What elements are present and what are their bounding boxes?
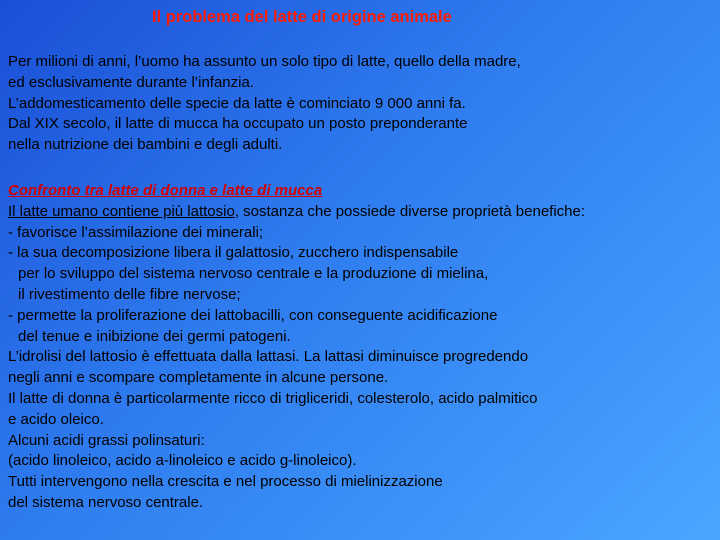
body-line-9: Il latte di donna è particolarmente ricco di trigliceridi, colesterolo, acido palmitico — [8, 389, 538, 407]
body-line-6: del tenue e inibizione dei germi patogeni. — [18, 327, 291, 345]
body-line-12: (acido linoleico, acido a-linoleico e acido g-linoleico). — [8, 452, 357, 470]
body-line-13: Tutti intervengono nella crescita e nel processo di mielinizzazione — [8, 473, 443, 491]
intro-paragraph — [8, 52, 521, 156]
body-line-4: il rivestimento delle fibre nervose; — [18, 285, 241, 303]
comparison-section — [8, 181, 585, 514]
intro-line-5: nella nutrizione dei bambini e degli adulti. — [8, 136, 283, 154]
intro-line-2: ed esclusivamente durante l’infanzia. — [8, 73, 254, 91]
section-subheading: Confronto tra latte di donna e latte di mucca — [8, 182, 323, 199]
intro-line-1: Per milioni di anni, l’uomo ha assunto un solo tipo di latte, quello della madre, — [8, 53, 521, 70]
body-line-5: - permette la proliferazione dei lattobacilli, con conseguente acidificazione — [8, 306, 498, 324]
body-line-10: e acido oleico. — [8, 410, 104, 428]
lactose-line-rest: , sostanza che possiede diverse proprietà benefiche: — [234, 202, 586, 220]
body-line-14: del sistema nervoso centrale. — [8, 493, 204, 511]
slide-title: Il problema del latte di origine animale — [152, 8, 452, 26]
intro-line-4: Dal XIX secolo, il latte di mucca ha occupato un posto preponderante — [8, 115, 468, 133]
lactose-line — [8, 202, 585, 223]
body-line-2: - la sua decomposizione libera il galattosio, zucchero indispensabile — [8, 244, 459, 262]
body-line-3: per lo sviluppo del sistema nervoso centrale e la produzione di mielina, — [18, 265, 489, 283]
body-line-1: - favorisce l’assimilazione dei minerali; — [8, 223, 264, 241]
intro-line-3: L’addomesticamento delle specie da latte è cominciato 9 000 anni fa. — [8, 94, 466, 112]
body-line-11: Alcuni acidi grassi polinsaturi: — [8, 431, 205, 449]
lactose-line-underlined: Il latte umano contiene più lattosio — [8, 202, 235, 220]
body-line-8: negli anni e scompare completamente in alcune persone. — [8, 369, 389, 387]
body-line-7: L’idrolisi del lattosio è effettuata dalla lattasi. La lattasi diminuisce progredendo — [8, 348, 529, 366]
